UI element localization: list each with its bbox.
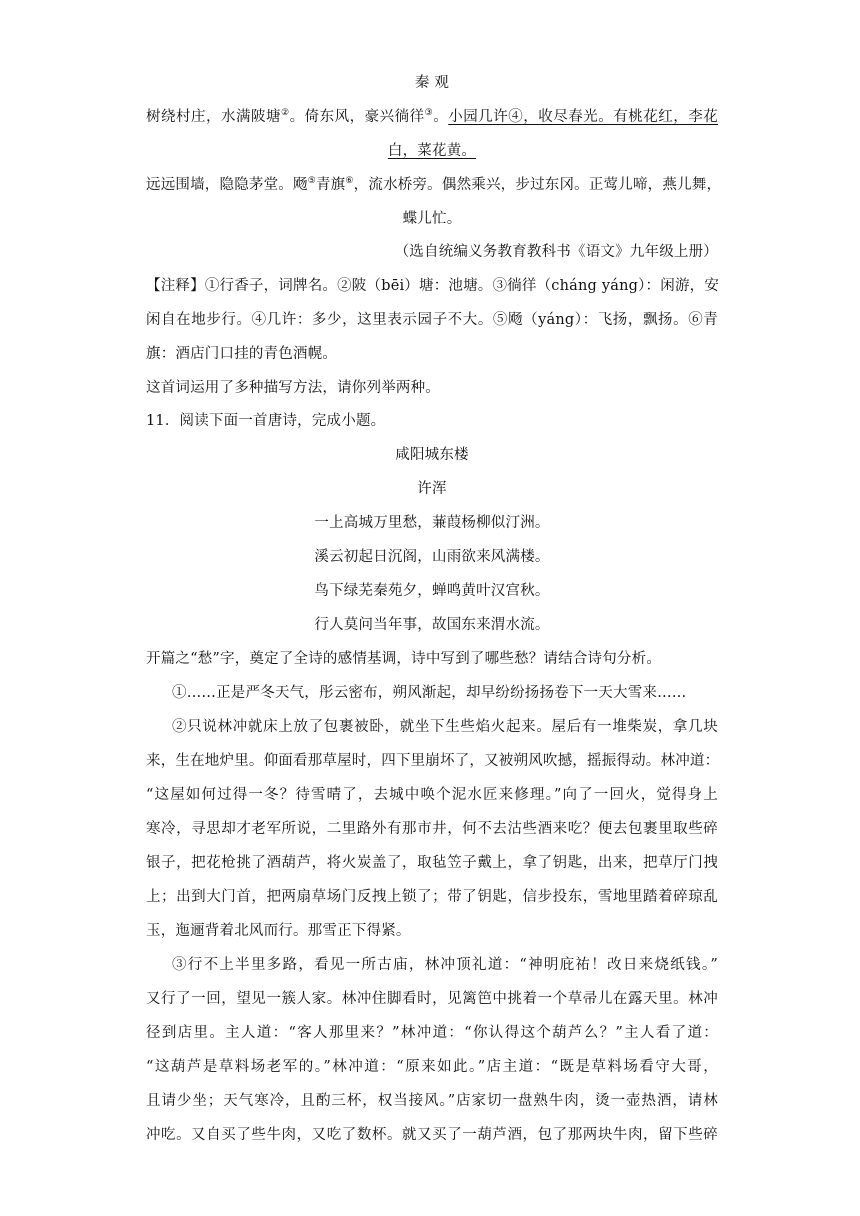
passage-p2-line: 上；出到大门首，把两扇草场门反拽上锁了；带了钥匙，信步投东，雪地里踏着碎琼乱	[146, 889, 718, 905]
question-10: 这首词运用了多种描写方法，请你列举两种。	[146, 380, 440, 396]
poem-line-4: 蝶儿忙。	[402, 211, 462, 227]
notes-label: 【注释】	[146, 278, 205, 294]
poem2-line: 溪云初起日沉阁，山雨欲来风满楼。	[314, 549, 550, 565]
passage-p2-line: 来，生在地炉里。仰面看那草屋时，四下里崩坏了，又被朔风吹撼，摇振得动。林冲道：	[146, 753, 720, 769]
passage-p2-line: 银子，把花枪挑了酒葫芦，将火炭盖了，取毡笠子戴上，拿了钥匙，出来，把草厅门拽	[146, 855, 718, 871]
poem2-author: 许浑	[417, 481, 447, 497]
passage-p3-line: ③行不上半里多路，看见一所古庙，林冲顶礼道：“神明庇祐！改日来烧纸钱。”	[172, 957, 718, 973]
question-11-prompt: 开篇之“愁”字，奠定了全诗的感情基调，诗中写到了哪些愁？请结合诗句分析。	[146, 651, 662, 667]
poem-line-3-part-a: 远远围墙，隐隐茅堂。飏	[146, 177, 308, 193]
notes-line-3: 旗：酒店门口挂的青色酒幌。	[146, 346, 338, 362]
poem2-line: 行人莫问当年事，故国东来渭水流。	[314, 617, 550, 633]
poem2-line: 鸟下绿芜秦苑夕，蝉鸣黄叶汉宫秋。	[314, 583, 550, 599]
passage-p2-line: 玉，迤逦背着北风而行。那雪正下得紧。	[146, 923, 411, 939]
footnote-mark: ⑤	[307, 176, 316, 187]
passage-p3-line: “这葫芦是草料场老军的。”林冲道：“原来如此。”店主道：“既是草料场看守大哥，	[146, 1059, 718, 1075]
passage-p2-line: 寒冷，寻思却才老军所说，二里路外有那市井，何不去沽些酒来吃？便去包裹里取些碎	[146, 821, 718, 837]
footnote-mark: ③	[424, 108, 434, 119]
poem2-line: 一上高城万里愁，蒹葭杨柳似汀洲。	[314, 515, 550, 531]
notes-text: ①行香子，词牌名。②陂（bēi）塘：池塘。③徜徉（cháng yáng）：闲游，安	[204, 278, 720, 294]
passage-p3-line: 又行了一回，望见一簇人家。林冲住脚看时，见篱笆中挑着一个草帚儿在露天里。林冲	[146, 991, 718, 1007]
poem-line-1-part-a: 树绕村庄，水满陂塘	[146, 109, 282, 125]
passage-p3-line: 径到店里。主人道：“客人那里来？”林冲道：“你认得这个葫芦么？”主人看了道：	[146, 1025, 718, 1041]
footnote-mark: ⑥	[345, 176, 354, 187]
passage-p3-line: 冲吃。又自买了些牛肉，又吃了数杯。就又买了一葫芦酒，包了那两块牛肉，留下些碎	[146, 1127, 718, 1143]
notes-line-1	[146, 276, 718, 296]
passage-p2-line: “这屋如何过得一冬？待雪晴了，去城中唤个泥水匠来修理。”向了一回火，觉得身上	[146, 787, 718, 803]
poem2-title: 咸阳城东楼	[395, 447, 469, 463]
passage-paragraph-1: ①……正是严冬天气，彤云密布，朔风渐起，却早纷纷扬扬卷下一天大雪来……	[172, 685, 687, 701]
passage-p2-line: ②只说林冲就床上放了包裹被卧，就坐下生些焰火起来。屋后有一堆柴炭，拿几块	[172, 719, 718, 735]
poem-line-3-part-b: 青旗	[315, 177, 346, 193]
poem-underlined-text: 白，菜花黄。	[387, 143, 477, 159]
poem-line-1	[146, 107, 718, 127]
notes-line-2: 闲自在地步行。④几许：多少，这里表示园子不大。⑤飏（yáng）：飞扬，飘扬。⑥青	[146, 312, 718, 328]
poem-line-3	[146, 175, 722, 195]
footnote-mark: ②	[281, 108, 290, 119]
poem-line-2	[146, 141, 718, 161]
question-11-intro: 11．阅读下面一首唐诗，完成小题。	[146, 413, 386, 429]
passage-p3-line: 且请少坐；天气寒冷，且酌三杯，权当接风。”店家切一盘熟牛肉，烫一壶热酒，请林	[146, 1093, 718, 1109]
poem-line-1-part-c: 。	[433, 109, 449, 125]
poem-underlined-text: 小园几许④，收尽春光。有桃花红，李花	[448, 109, 718, 125]
poem-line-1-part-b: 。倚东风，豪兴徜徉	[289, 109, 425, 125]
poem-source: （选自统编义务教育教科书《语文》九年级上册）	[394, 244, 718, 260]
poem-author: 秦 观	[414, 75, 450, 91]
poem-line-3-part-c: ，流水桥旁。偶然乘兴，步过东冈。正莺儿啼，燕儿舞，	[353, 177, 722, 193]
